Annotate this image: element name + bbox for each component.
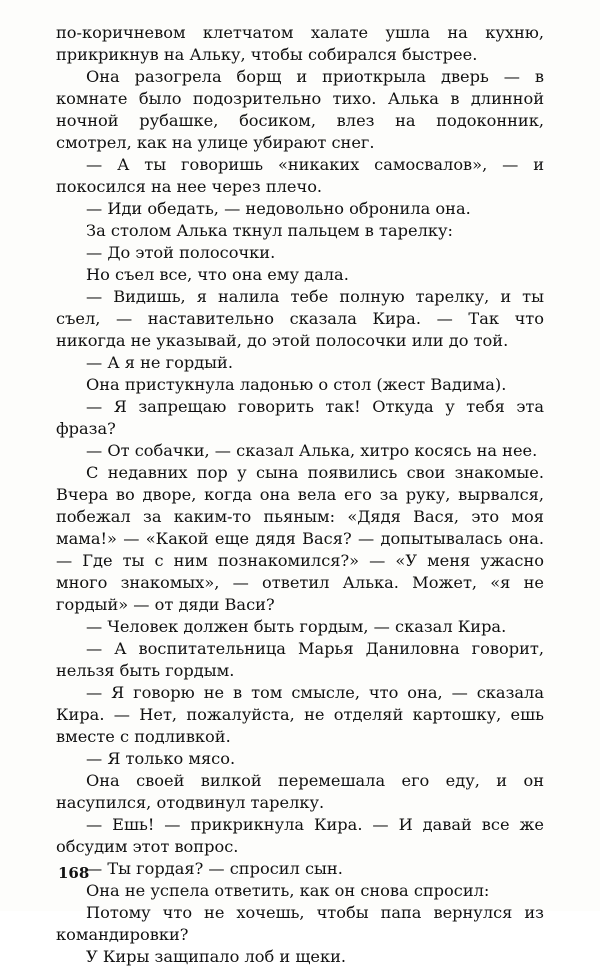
- paragraph: — Видишь, я налила тебе полную тарелку, и ты съел, — наставительно сказала Кира. — Так что никогда не указывай, до этой полосочки или до той.: [56, 287, 544, 350]
- paragraph: — А я не гордый.: [86, 353, 233, 372]
- paragraph: по-коричневом клетчатом халате ушла на кухню, прикрикнув на Альку, чтобы собирался быстрее.: [56, 23, 544, 64]
- page-number: 168: [58, 864, 90, 882]
- page-body-text: [56, 22, 544, 968]
- paragraph: За столом Алька ткнул пальцем в тарелку:: [86, 221, 453, 240]
- paragraph: Но съел все, что она ему дала.: [86, 265, 349, 284]
- paragraph: — Я запрещаю говорить так! Откуда у тебя эта фраза?: [56, 397, 544, 438]
- paragraph: — Ты гордая? — спросил сын.: [86, 859, 343, 878]
- paragraph: Она не успела ответить, как он снова спросил:: [86, 881, 490, 900]
- paragraph: Она разогрела борщ и приоткрыла дверь — в комнате было подозрительно тихо. Алька в длинной ночной рубашке, босиком, влез на подоконник, смотрел, как на улице убирают снег.: [56, 67, 544, 152]
- paragraph: — А воспитательница Марья Даниловна говорит, нельзя быть гордым.: [56, 639, 544, 680]
- paragraph: — До этой полосочки.: [86, 243, 276, 262]
- paragraph: С недавних пор у сына появились свои знакомые. Вчера во дворе, когда она вела его за руку, вырвался, побежал за каким-то пьяным: «Дядя Вася, это моя мама!» — «Какой еще дядя Вася? — допытывалась она. — Где ты с ним познакомился?» — «У меня ужасно много знакомых», — ответил Алька. Может, «я не гордый» — от дяди Васи?: [56, 463, 544, 614]
- paragraph: — Я только мясо.: [86, 749, 236, 768]
- paragraph: — Иди обедать, — недовольно обронила она.: [86, 199, 471, 218]
- paragraph: — Человек должен быть гордым, — сказал Кира.: [86, 617, 507, 636]
- paragraph: Потому что не хочешь, чтобы папа вернулся из командировки?: [56, 903, 544, 944]
- paragraph: — От собачки, — сказал Алька, хитро косясь на нее.: [86, 441, 538, 460]
- paragraph: — Я говорю не в том смысле, что она, — сказала Кира. — Нет, пожалуйста, не отделяй картошку, ешь вместе с подливкой.: [56, 683, 544, 746]
- paragraph: — Ешь! — прикрикнула Кира. — И давай все же обсудим этот вопрос.: [56, 815, 544, 856]
- paragraph: Она пристукнула ладонью о стол (жест Вадима).: [86, 375, 507, 394]
- paragraph: У Киры защипало лоб и щеки.: [86, 947, 347, 966]
- paragraph: — А ты говоришь «никаких самосвалов», — и покосился на нее через плечо.: [56, 155, 544, 196]
- paragraph: Она своей вилкой перемешала его еду, и он насупился, отодвинул тарелку.: [56, 771, 544, 812]
